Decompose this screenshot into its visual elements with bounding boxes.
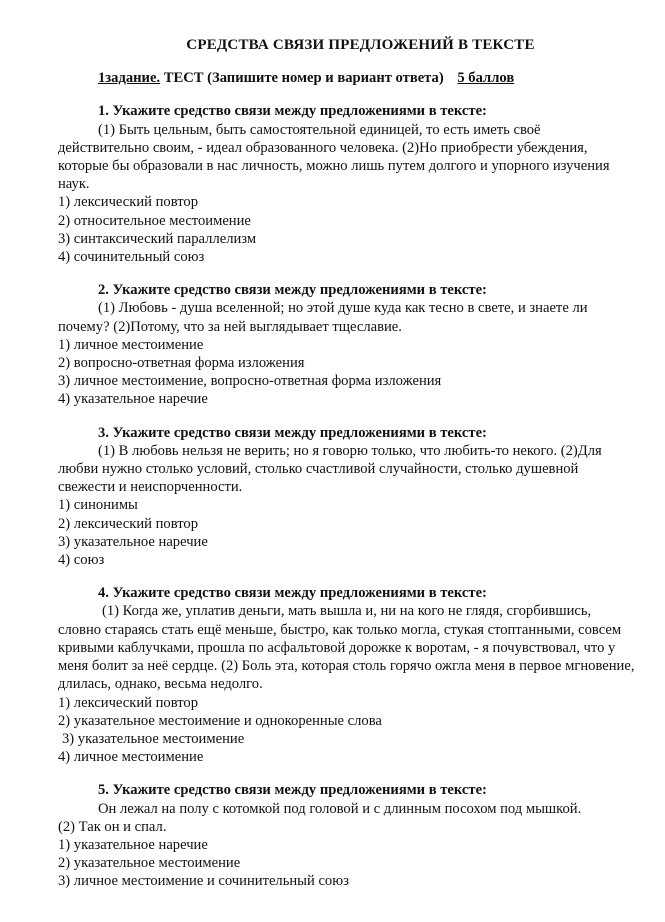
answer-option: 2) вопросно-ответная форма изложения xyxy=(58,355,305,372)
answer-option: 1) указательное наречие xyxy=(58,836,208,853)
task-points: 5 баллов xyxy=(457,70,515,87)
answer-option: 3) синтаксический параллелизм xyxy=(58,230,257,247)
answer-option: 1) синонимы xyxy=(58,497,138,514)
question-5 xyxy=(58,781,635,890)
question-3 xyxy=(58,424,635,570)
question-text: (1) Любовь - душа вселенной; но этой душе куда как тесно в свете, и знаете ли почему? (2)Потому, что за ней выглядывает тщеславие. xyxy=(58,300,588,335)
question-text: (1) В любовь нельзя не верить; но я говорю только, что любить-то некого. (2)Для любви нужно столько условий, столько счастливой случайности, столько душевной свежести и неиспорченности. xyxy=(58,442,602,496)
answer-option: 4) союз xyxy=(58,552,105,569)
task-label: 1задание. xyxy=(98,70,161,87)
question-text: Он лежал на полу с котомкой под головой и с длинным посохом под мышкой. xyxy=(98,800,582,817)
question-heading: 3. Укажите средство связи между предложениями в тексте: xyxy=(98,424,487,441)
question-heading: 1. Укажите средство связи между предложениями в тексте: xyxy=(98,103,487,120)
page-title: СРЕДСТВА СВЯЗИ ПРЕДЛОЖЕНИЙ В ТЕКСТЕ xyxy=(186,37,535,53)
answer-option: 4) указательное наречие xyxy=(58,391,208,408)
answer-option: 2) относительное местоимение xyxy=(58,212,251,229)
question-heading: 4. Укажите средство связи между предложениями в тексте: xyxy=(98,585,487,602)
answer-option: 3) личное местоимение, вопросно-ответная форма изложения xyxy=(58,373,442,390)
question-2 xyxy=(58,281,635,408)
answer-option: 2) указательное местоимение и однокоренные слова xyxy=(58,712,382,729)
answer-option: 1) лексический повтор xyxy=(58,694,199,711)
question-heading: 5. Укажите средство связи между предложениями в тексте: xyxy=(98,782,487,799)
question-text: (1) Когда же, уплатив деньги, мать вышла и, ни на кого не глядя, сгорбившись, словно стараясь стать ещё меньше, быстро, как только могла, стукая стоптанными, совсем кривыми каблучками, прошла по асфальтовой дорожке к воротам, - я почувствовал, что у меня болит за неё сердце. (2) Боль эта, которая столь горячо ожгла меня в первое мгновение, длилась, однако, весьма недолго. xyxy=(58,603,635,693)
answer-option: 3) указательное местоимение xyxy=(62,730,245,747)
answer-option: 3) указательное наречие xyxy=(58,533,208,550)
answer-option: 4) сочинительный союз xyxy=(58,249,205,266)
task-header xyxy=(58,69,635,87)
question-text-continued: (2) Так он и спал. xyxy=(58,818,167,835)
question-4 xyxy=(58,584,635,766)
question-heading: 2. Укажите средство связи между предложениями в тексте: xyxy=(98,282,487,299)
answer-option: 2) указательное местоимение xyxy=(58,855,241,872)
question-text: (1) Быть цельным, быть самостоятельной единицей, то есть иметь своё действительно своим, - идеал образованного человека. (2)Но приобрести убеждения, которые бы образовали в нас личность, можно лишь путем долгого и упорного изучения наук. xyxy=(58,121,610,193)
answer-option: 2) лексический повтор xyxy=(58,515,199,532)
question-1 xyxy=(58,102,635,266)
task-text: ТЕСТ (Запишите номер и вариант ответа) xyxy=(163,70,444,87)
answer-option: 1) личное местоимение xyxy=(58,336,204,353)
answer-option: 3) личное местоимение и сочинительный союз xyxy=(58,873,349,890)
answer-option: 4) личное местоимение xyxy=(58,749,204,766)
answer-option: 1) лексический повтор xyxy=(58,194,199,211)
